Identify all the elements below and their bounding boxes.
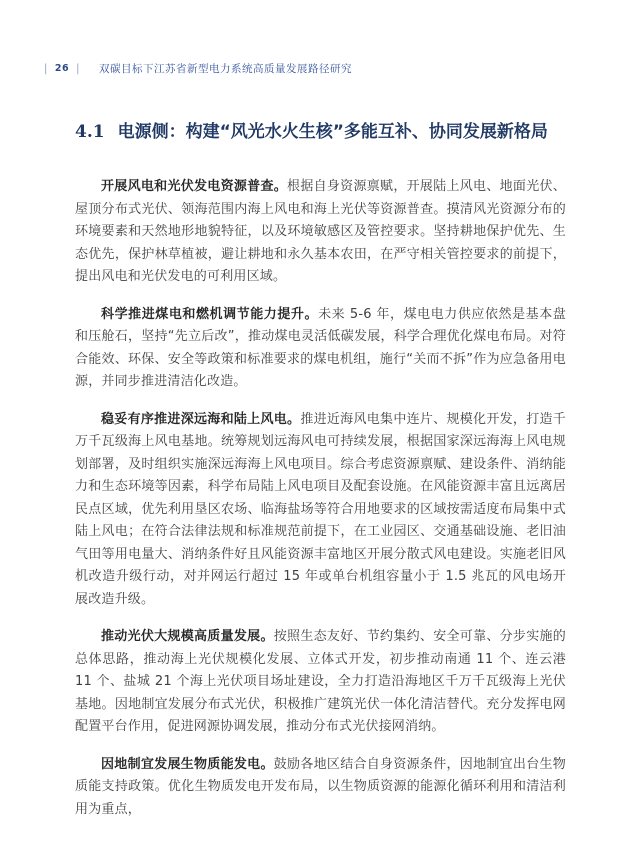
paragraph-lead: 推动光伏大规模高质量发展。 xyxy=(101,629,274,644)
paragraph xyxy=(75,626,566,739)
paragraph-lead: 因地制宜发展生物质能发电。 xyxy=(101,756,274,772)
paragraph-body: 按照生态友好、节约集约、安全可靠、分步实施的总体思路，推动海上光伏规模化发展、立体式开发，初步推动南通 11 个、连云港 11 个、盐城 21 个海上光伏项目场址建设，全力打造沿海地区千万千瓦级海上光伏基地。因地制宜发展分布式光伏，积极推广建筑光伏一体化清洁替代。充分发挥电网配置平台作用，促进网源协调发展，推动分布式光伏接网消纳。 xyxy=(75,629,566,734)
running-header xyxy=(44,61,352,76)
document-title: 双碳目标下江苏省新型电力系统高质量发展路径研究 xyxy=(98,63,352,75)
paragraph-body: 推进近海风电集中连片、规模化开发，打造千万千瓦级海上风电基地。统筹规划远海风电可持续发展，根据国家深远海海上风电规划部署，及时组织实施深远海海上风电项目。综合考虑资源禀赋、建设条件、消纳能力和生态环境等因素，科学布局陆上风电项目及配套设施。在风能资源丰富且远离居民点区域，优先利用垦区农场、临海盐场等符合用地要求的区域按需适度布局集中式陆上风电；在符合法律法规和标准规范前提下，在工业园区、交通基础设施、老旧油气田等用电量大、消纳条件好且风能资源丰富地区开展分散式风电建设。实施老旧风机改造升级行动，对并网运行超过 15 年或单台机组容量小于 1.5 兆瓦的风电场开展改造升级。 xyxy=(75,411,566,607)
paragraph xyxy=(75,754,566,822)
body-text xyxy=(75,176,566,821)
paragraph xyxy=(75,409,566,612)
paragraph xyxy=(75,304,566,394)
section-number: 4.1 xyxy=(75,122,105,142)
paragraph-lead: 科学推进煤电和燃机调节能力提升。 xyxy=(101,306,319,322)
paragraph-body: 未来 5-6 年，煤电电力供应依然是基本盘和压舱石，坚持“先立后改”，推动煤电灵活低碳发展，科学合理优化煤电布局。对符合能效、环保、安全等政策和标准要求的煤电机组，施行“关而不拆”作为应急备用电源，并同步推进清洁化改造。 xyxy=(75,306,567,389)
header-separator-right: | xyxy=(76,62,80,75)
section-heading xyxy=(75,121,567,144)
section-title: 电源侧：构建“风光水火生核”多能互补、协同发展新格局 xyxy=(117,122,548,142)
paragraph-lead: 稳妥有序推进深远海和陆上风电。 xyxy=(101,411,301,427)
paragraph-body: 根据自身资源禀赋，开展陆上风电、地面光伏、屋顶分布式光伏、领海范围内海上风电和海上光伏等资源普查。摸清风光资源分布的环境要素和天然地形地貌特征，以及环境敏感区及管控要求。坚持耕地保护优先、生态优先，保护林草植被，避让耕地和永久基本农田，在严守相关管控要求的前提下，提出风电和光伏发电的可利用区域。 xyxy=(75,179,566,284)
page-number: 26 xyxy=(54,63,70,74)
paragraph-body: 鼓励各地区结合自身资源条件，因地制宜出台生物质能支持政策。优化生物质发电开发布局，以生物质资源的能源化循环利用和清洁利用为重点， xyxy=(75,756,566,817)
header-separator-left: | xyxy=(44,62,48,75)
paragraph xyxy=(75,176,566,289)
paragraph-lead: 开展风电和光伏发电资源普查。 xyxy=(101,179,288,194)
